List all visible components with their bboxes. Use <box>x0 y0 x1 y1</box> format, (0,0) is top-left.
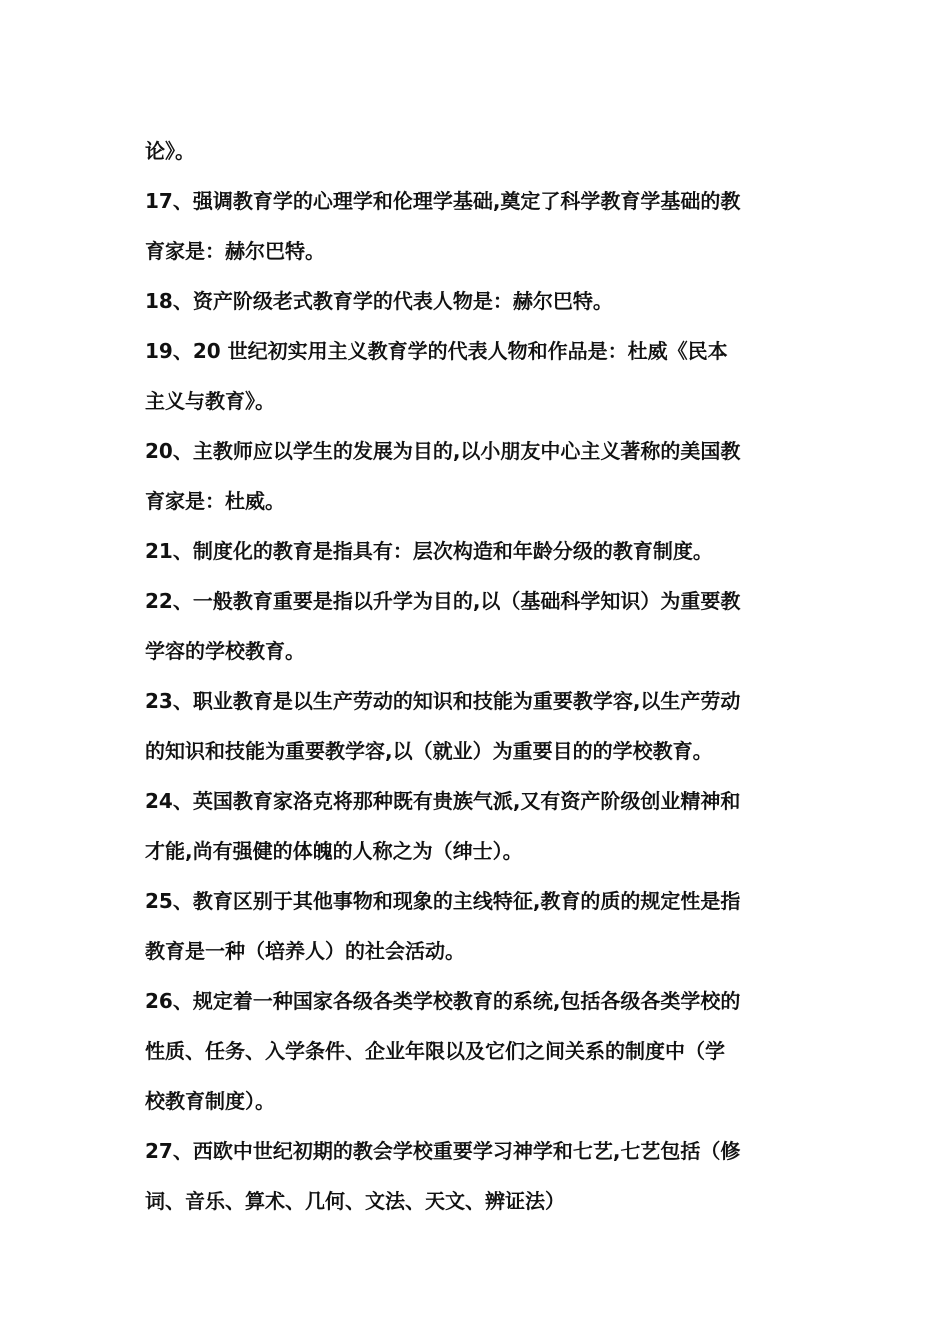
text-line: 育家是：杜威。 <box>145 489 285 513</box>
paragraph-21 <box>145 526 813 576</box>
text-line: 的知识和技能为重要教学容,以（就业）为重要目的的学校教育。 <box>145 739 713 763</box>
text-line: 育家是：赫尔巴特。 <box>145 239 325 263</box>
text-line: 18、资产阶级老式教育学的代表人物是：赫尔巴特。 <box>145 289 613 313</box>
text-line: 23、职业教育是以生产劳动的知识和技能为重要教学容,以生产劳动 <box>145 689 741 713</box>
text-line: 性质、任务、入学条件、企业年限以及它们之间关系的制度中（学 <box>145 1039 725 1063</box>
text-line: 学容的学校教育。 <box>145 639 305 663</box>
paragraph-27 <box>145 1126 813 1226</box>
text-line: 17、强调教育学的心理学和伦理学基础,奠定了科学教育学基础的教 <box>145 189 741 213</box>
text-line: 主义与教育》。 <box>145 389 275 413</box>
text-line: 25、教育区别于其他事物和现象的主线特征,教育的质的规定性是指 <box>145 889 741 913</box>
paragraph-19 <box>145 326 813 426</box>
document-body <box>145 126 813 1226</box>
text-line: 论》。 <box>145 139 195 163</box>
text-line: 20、主教师应以学生的发展为目的,以小朋友中心主义著称的美国教 <box>145 439 741 463</box>
text-line: 26、规定着一种国家各级各类学校教育的系统,包括各级各类学校的 <box>145 989 741 1013</box>
paragraph-17 <box>145 176 813 276</box>
text-line: 24、英国教育家洛克将那种既有贵族气派,又有资产阶级创业精神和 <box>145 789 741 813</box>
paragraph-20 <box>145 426 813 526</box>
paragraph-25 <box>145 876 813 976</box>
text-line: 词、音乐、算术、几何、文法、天文、辨证法） <box>145 1189 565 1213</box>
paragraph-22 <box>145 576 813 676</box>
text-line: 校教育制度）。 <box>145 1089 275 1113</box>
text-line: 才能,尚有强健的体魄的人称之为（绅士）。 <box>145 839 523 863</box>
paragraph-26 <box>145 976 813 1126</box>
text-line: 22、一般教育重要是指以升学为目的,以（基础科学知识）为重要教 <box>145 589 741 613</box>
text-line: 21、制度化的教育是指具有：层次构造和年龄分级的教育制度。 <box>145 539 713 563</box>
text-line: 教育是一种（培养人）的社会活动。 <box>145 939 465 963</box>
paragraph-16-tail <box>145 126 813 176</box>
text-line: 27、西欧中世纪初期的教会学校重要学习神学和七艺,七艺包括（修 <box>145 1139 741 1163</box>
paragraph-24 <box>145 776 813 876</box>
paragraph-23 <box>145 676 813 776</box>
text-line: 19、20 世纪初实用主义教育学的代表人物和作品是：杜威《民本 <box>145 339 728 363</box>
paragraph-18 <box>145 276 813 326</box>
